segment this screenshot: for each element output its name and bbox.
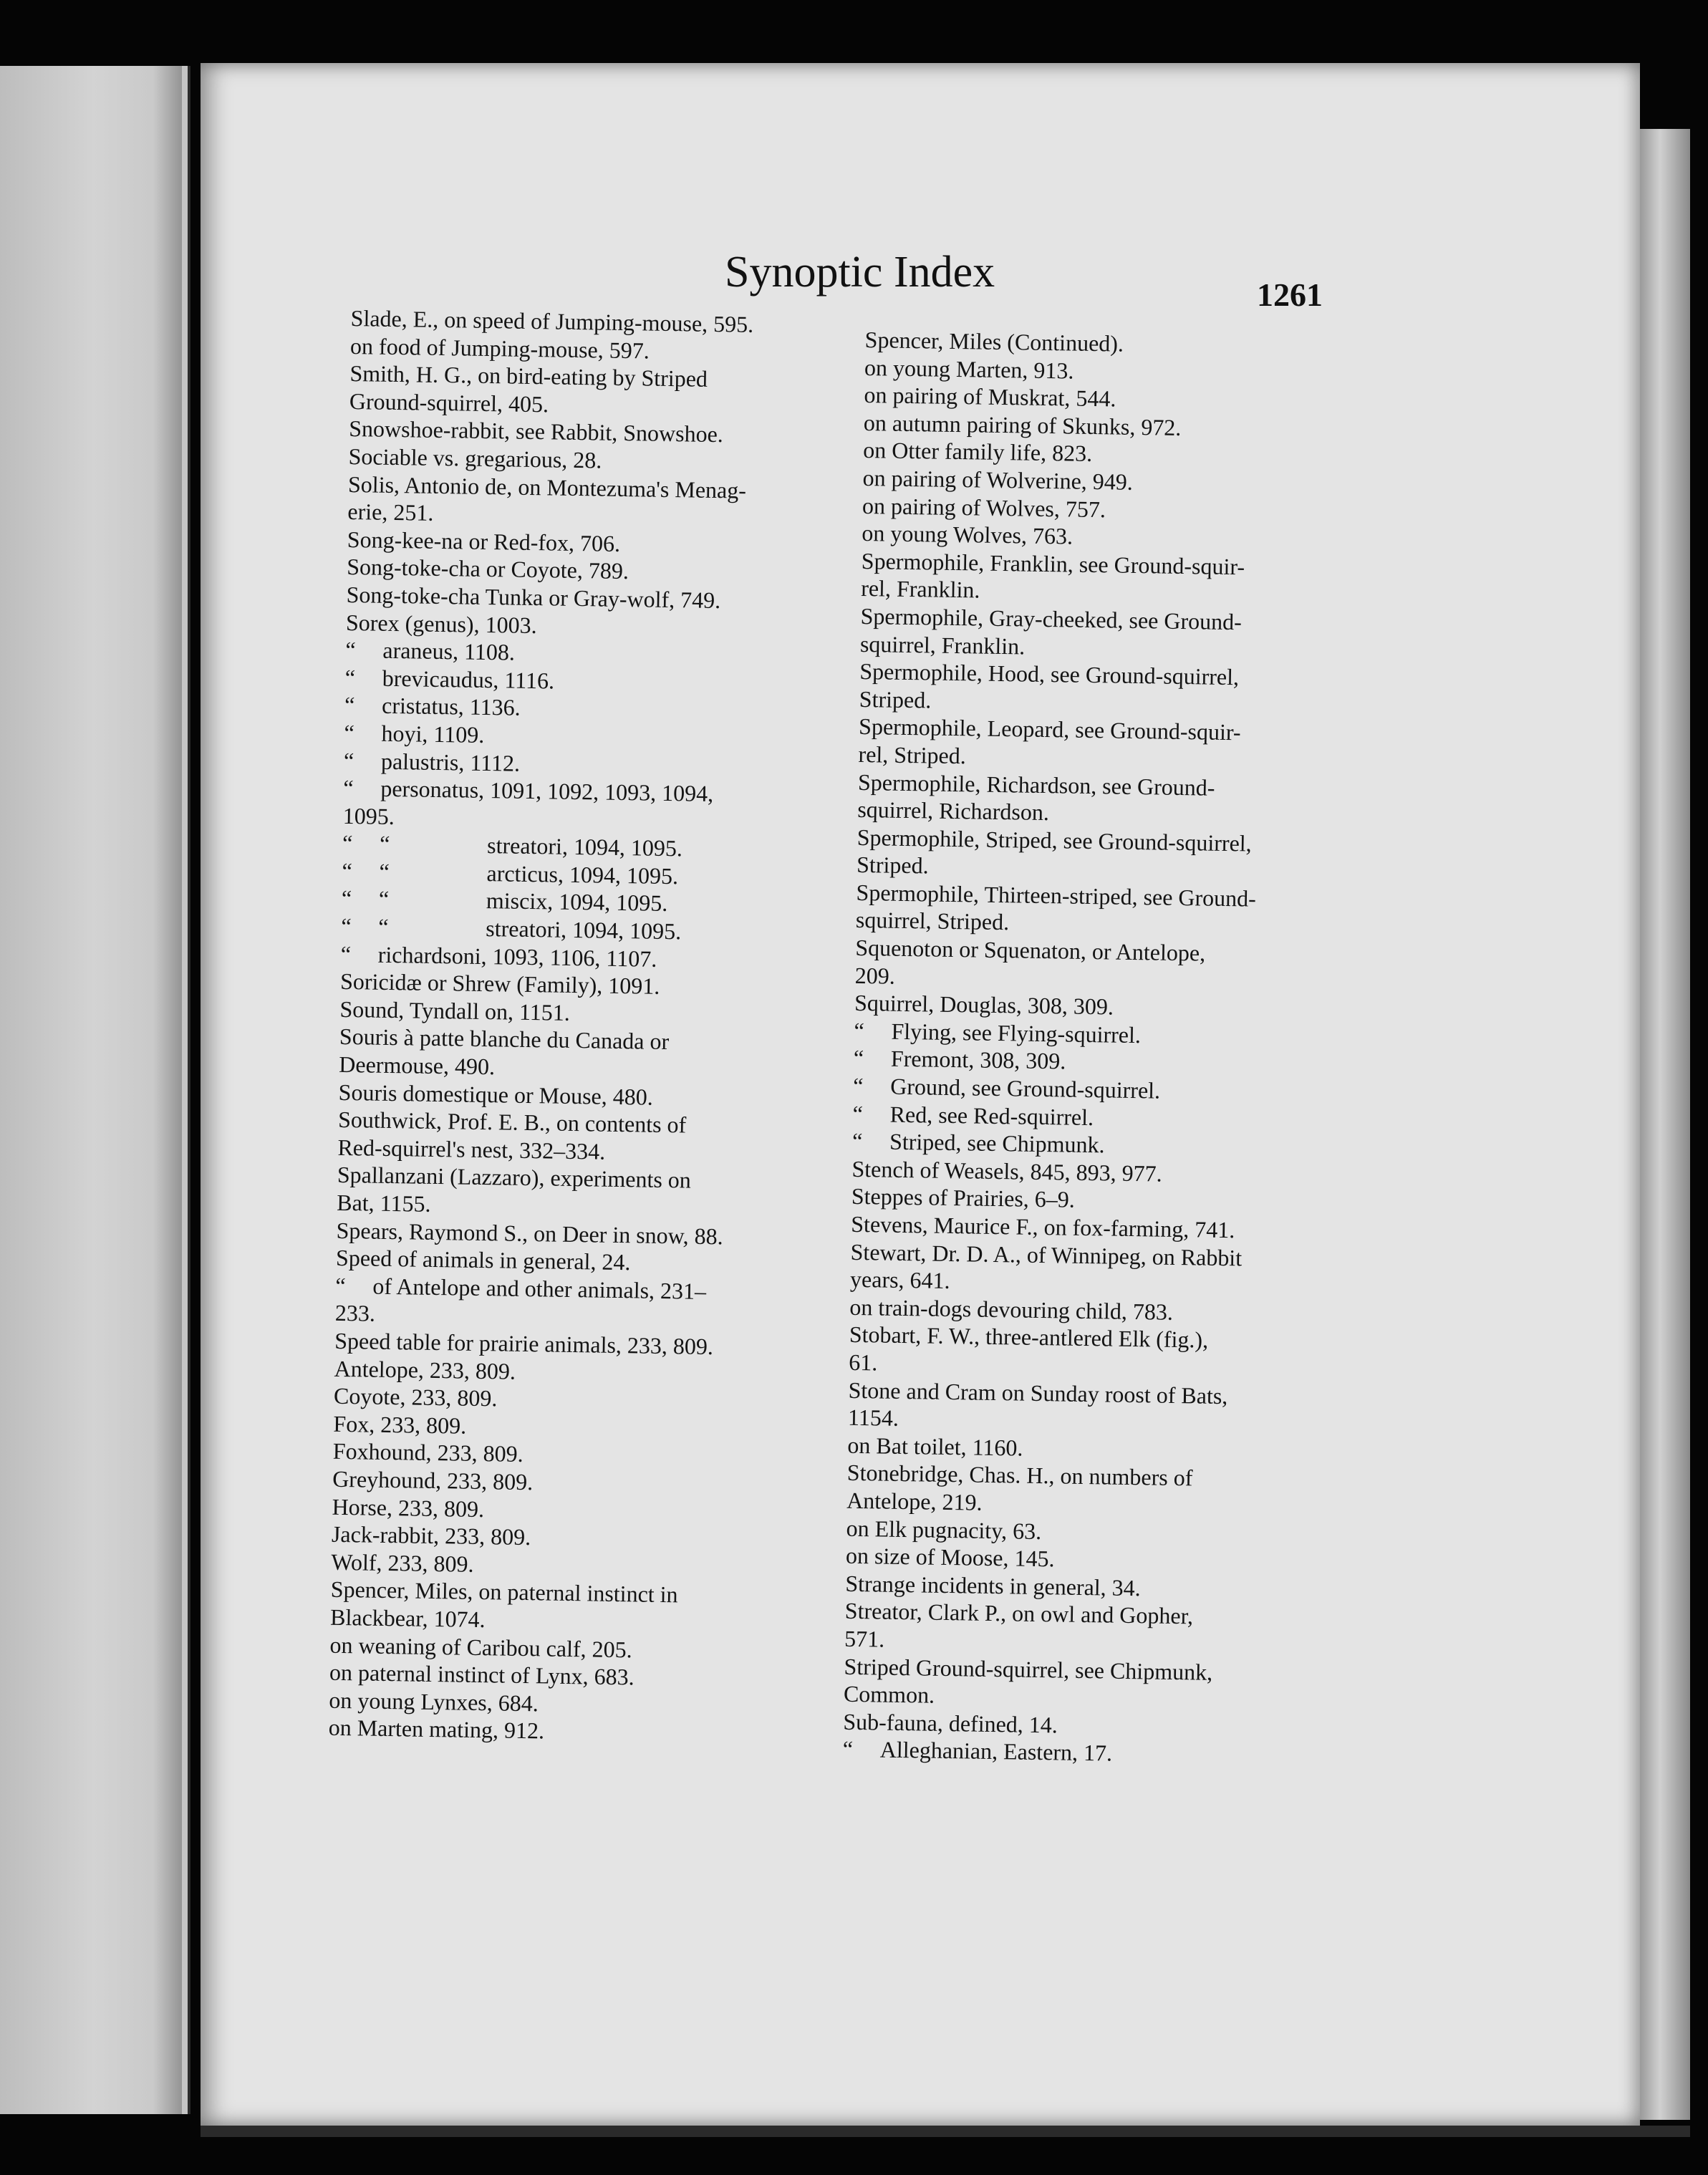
index-entry-text: Speed of animals in general, 24. [335,1245,631,1275]
ditto-mark: “ [341,912,352,940]
index-entry-text: squirrel, Richardson. [857,796,1050,826]
bottom-shadow [201,2126,1690,2137]
index-entry-text: Squenoton or Squenaton, or Antelope, [855,934,1206,966]
index-entry-text: araneus, 1108. [382,637,516,665]
ditto-mark: “ [852,1100,864,1127]
index-entry-text: erie, 251. [347,498,434,526]
index-entry-text: Foxhound, 233, 809. [332,1438,524,1467]
index-entry-text: 1095. [342,802,395,829]
index-entry-text: Song-toke-cha Tunka or Gray-wolf, 749. [346,581,721,614]
index-entry-text: Sound, Tyndall on, 1151. [339,995,571,1026]
index-entry-text: Slade, E., on speed of Jumping-mouse, 595. [350,304,754,337]
index-entry-text: Song-kee-na or Red-fox, 706. [347,526,621,556]
index-entry-text: Stone and Cram on Sunday roost of Bats, [848,1376,1228,1409]
ditto-mark: “ [343,747,354,773]
index-entry-text: on Marten mating, 912. [328,1715,545,1744]
index-entry-text: Steppes of Prairies, 6–9. [851,1183,1076,1213]
index-entry-text: on young Wolves, 763. [862,520,1073,549]
index-entry-text: Stench of Weasels, 845, 893, 977. [851,1155,1162,1187]
index-entry-text: 209. [854,962,896,989]
ditto-mark: “ [379,831,390,857]
ditto-mark: “ [342,830,353,857]
index-entry-text: on train-dogs devouring child, 783. [849,1293,1174,1325]
index-entry-text: Fox, 233, 809. [333,1410,467,1439]
index-entry-text: Snowshoe-rabbit, see Rabbit, Snowshoe. [348,415,724,448]
index-entry-text: Red, see Red-squirrel. [889,1101,1094,1130]
index-entry-text: Bat, 1155. [337,1189,431,1217]
right-page-stack [1640,129,1690,2120]
index-entry-text: Stevens, Maurice F., on fox-farming, 741. [851,1210,1235,1243]
ditto-mark: “ [344,664,356,690]
index-entry-text: 571. [844,1625,885,1652]
index-entry-text: of Antelope and other animals, 231– [372,1273,707,1304]
index-entry-text: Spermophile, Leopard, see Ground-squir- [858,713,1241,746]
index-entry-text: Stobart, F. W., three-antlered Elk (fig.), [849,1321,1209,1354]
index-entry-text: Blackbear, 1074. [329,1603,486,1633]
index-entry-text: Antelope, 233, 809. [334,1355,516,1384]
index-entry-text: miscix, 1094, 1095. [486,887,668,917]
index-entry-text: on weaning of Caribou calf, 205. [329,1631,632,1662]
index-entry-text: on Elk pugnacity, 63. [846,1515,1042,1544]
index-entry-text: on young Marten, 913. [864,354,1074,384]
index-column-right [842,326,1530,1773]
index-entry-text: Spencer, Miles, on paternal instinct in [330,1576,678,1608]
index-entry-text: on pairing of Wolverine, 949. [862,464,1134,495]
index-entry-text: on Bat toilet, 1160. [847,1432,1023,1461]
index-entry-text: Sociable vs. gregarious, 28. [348,443,602,473]
index-entry-text: Striped Ground-squirrel, see Chipmunk, [844,1653,1213,1685]
index-entry-text: squirrel, Franklin. [859,630,1026,660]
index-entry-text: Sub-fauna, defined, 14. [843,1708,1058,1738]
ditto-mark: “ [345,637,356,663]
index-entry-text: Horse, 233, 809. [332,1493,485,1522]
ditto-mark: “ [378,886,390,912]
index-entry-text: Spermophile, Hood, see Ground-squirrel, [859,658,1240,690]
index-entry-text: Souris domestique or Mouse, 480. [338,1079,654,1110]
index-entry-text: Flying, see Flying-squirrel. [891,1018,1142,1048]
index-entry-text: personatus, 1091, 1092, 1093, 1094, [380,775,714,807]
index-entry-text: rel, Striped. [858,741,967,769]
index-entry-text: 233. [334,1300,376,1327]
ditto-mark: “ [854,1017,865,1043]
index-entry-text: streatori, 1094, 1095. [486,832,683,862]
index-entry-text: Striped. [856,852,929,879]
ditto-mark: “ [341,885,352,912]
index-entry-text: brevicaudus, 1116. [382,665,555,694]
index-entry-text: Antelope, 219. [846,1487,983,1515]
index-entry-text: Squirrel, Douglas, 308, 309. [854,990,1114,1020]
index-entry-text: on food of Jumping-mouse, 597. [349,332,650,364]
index-entry-text: Wolf, 233, 809. [331,1548,474,1577]
ditto-mark: “ [335,1272,346,1298]
index-entry-text: Spallanzani (Lazzaro), experiments on [337,1162,692,1194]
index-entry-text: 61. [848,1349,878,1376]
index-entry-text: palustris, 1112. [380,748,521,776]
index-entry-text: on autumn pairing of Skunks, 972. [863,409,1182,440]
index-entry-text: Stonebridge, Chas. H., on numbers of [846,1460,1193,1491]
index-entry-text: richardsoni, 1093, 1106, 1107. [377,941,657,972]
ditto-mark: “ [340,940,352,967]
index-entry-text: 1154. [847,1404,899,1432]
index-entry-text: Souris à patte blanche du Canada or [339,1023,670,1055]
index-entry-text: Deermouse, 490. [339,1051,496,1080]
index-entry-text: Solis, Antonio de, on Montezuma's Menag- [347,471,747,503]
index-entry-text: Coyote, 233, 809. [333,1382,498,1412]
index-entry-text: Spermophile, Richardson, see Ground- [857,768,1215,801]
ditto-mark: “ [344,719,355,746]
ditto-mark: “ [378,913,389,940]
index-entry-text: squirrel, Striped. [855,907,1010,935]
index-entry-text: on Otter family life, 823. [862,437,1093,467]
ditto-mark: “ [842,1736,854,1762]
ditto-mark: “ [851,1128,863,1154]
index-entry-text: Sorex (genus), 1003. [345,609,537,638]
index-entry-text: on size of Moose, 145. [845,1542,1055,1572]
index-entry-text: streatori, 1094, 1095. [486,915,682,945]
index-entry-text: Spermophile, Gray-cheeked, see Ground- [860,602,1243,635]
index-entry-text: Streator, Clark P., on owl and Gopher, [844,1598,1194,1629]
index-entry-text: Striped. [859,685,932,713]
index-entry-text: on pairing of Wolves, 757. [862,492,1106,522]
index-entry-text: Southwick, Prof. E. B., on contents of [337,1106,687,1138]
index-entry-text: Spears, Raymond S., on Deer in snow, 88. [336,1217,724,1249]
index-entry-text: Greyhound, 233, 809. [332,1465,534,1495]
index-entry-text: Strange incidents in general, 34. [845,1570,1141,1601]
index-entry-text: Spermophile, Franklin, see Ground-squir- [861,547,1245,580]
left-page-shadow [153,66,182,2114]
index-entry-text: years, 641. [849,1266,950,1294]
index-entry-text: on young Lynxes, 684. [329,1687,539,1717]
index-entry-text: Alleghanian, Eastern, 17. [879,1736,1113,1766]
index-entry-text: Spermophile, Striped, see Ground-squirrel, [857,824,1253,857]
index-entry-text: Common. [843,1680,935,1708]
ditto-mark: “ [344,692,355,718]
index-entry-text: cristatus, 1136. [381,693,521,721]
ditto-mark: “ [379,858,390,884]
index-entry-text: arcticus, 1094, 1095. [486,859,679,889]
index-entry-text: Ground-squirrel, 405. [349,387,549,418]
index-entry-text: on paternal instinct of Lynx, 683. [329,1659,635,1690]
ditto-mark: “ [342,857,353,884]
index-entry-text: Fremont, 308, 309. [890,1046,1066,1074]
page-number: 1261 [1257,276,1323,313]
index-entry-text: Stewart, Dr. D. A., of Winnipeg, on Rabbit [850,1238,1243,1271]
index-entry-text: on pairing of Muskrat, 544. [864,382,1116,412]
index-entry-text: hoyi, 1109. [381,720,485,748]
ditto-mark: “ [853,1045,864,1071]
index-entry-text: Spencer, Miles (Continued). [864,326,1124,357]
index-entry-text: Speed table for prairie animals, 233, 809. [334,1327,714,1360]
index-entry-text: Soricidæ or Shrew (Family), 1091. [339,968,660,1000]
index-entry-text: Spermophile, Thirteen-striped, see Ground- [856,879,1257,912]
index-entry-text: Striped, see Chipmunk. [889,1128,1105,1158]
index-entry-text: Red-squirrel's nest, 332–334. [337,1134,606,1164]
index-entry-text: Jack-rabbit, 233, 809. [331,1520,531,1551]
index-entry-text: Ground, see Ground-squirrel. [890,1073,1161,1104]
page-title: Synoptic Index [725,248,995,296]
ditto-mark: “ [343,775,354,801]
index-entry-text: rel, Franklin. [860,575,980,603]
ditto-mark: “ [853,1072,864,1099]
index-entry-text: Song-toke-cha or Coyote, 789. [346,554,629,584]
index-entry-text: Smith, H. G., on bird-eating by Striped [349,360,708,392]
